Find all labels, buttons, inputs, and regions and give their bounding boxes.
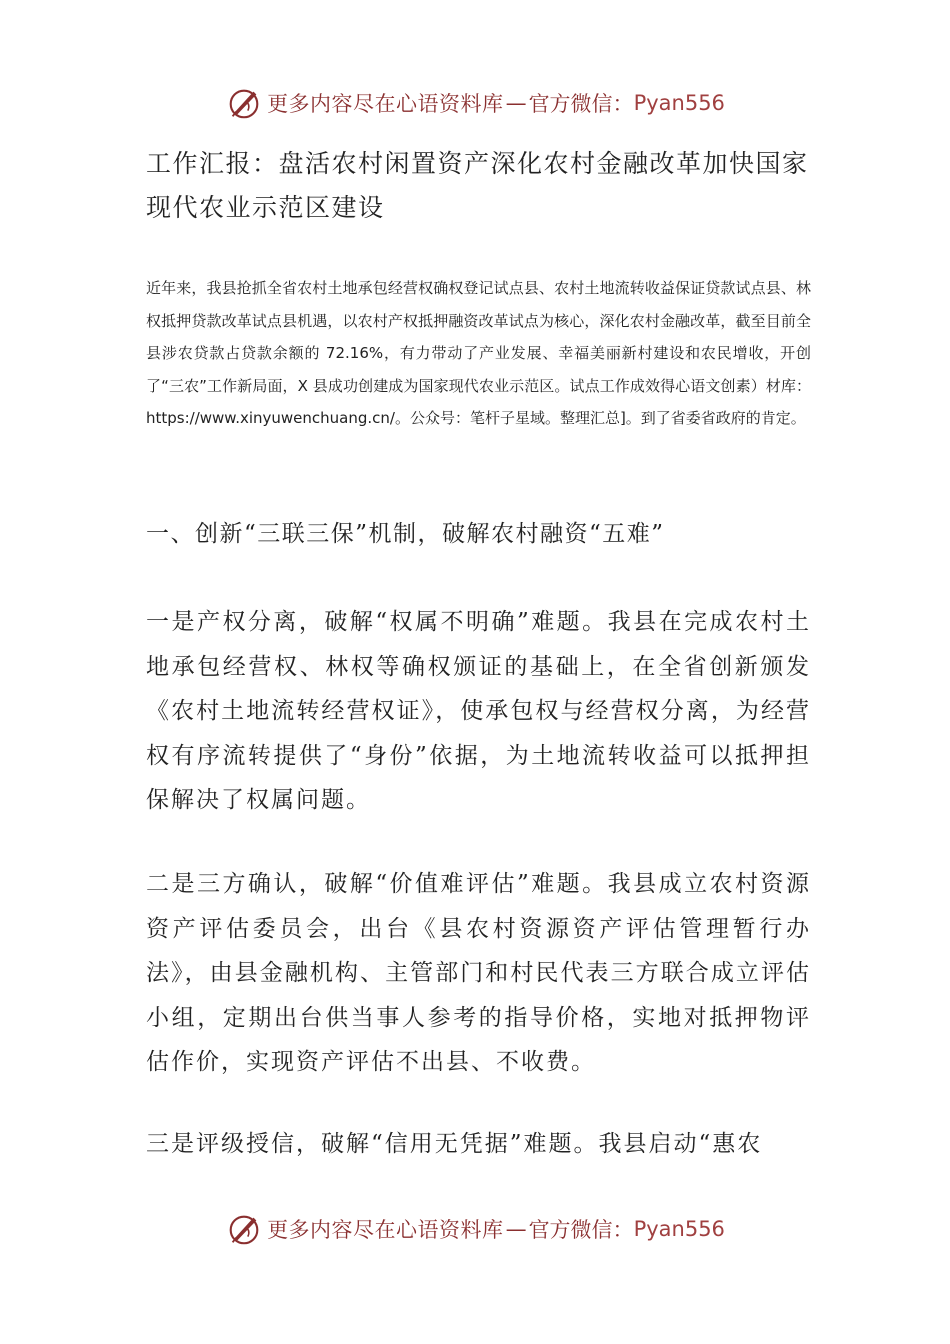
watermark-separator: — [505,1217,527,1241]
body-paragraph-1: 一是产权分离，破解“权属不明确”难题。我县在完成农村土地承包经营权、林权等确权颁证的基础上，在全省创新颁发《农村土地流转经营权证》，使承包权与经营权分离，为经营权有序流转提供了“身份”依据，为土地流转收益可以抵押担保解决了权属问题。 [146,609,811,813]
watermark-wechat-label: 官方微信： [528,92,634,116]
quill-pen-logo-icon [225,1210,263,1248]
watermark-main-text: 更多内容尽在心语资料库 [267,92,504,116]
watermark-footer [0,1210,950,1248]
quill-pen-logo-icon [225,84,263,122]
watermark-main-text: 更多内容尽在心语资料库 [267,1218,504,1242]
intro-paragraph: 近年来，我县抢抓全省农村土地承包经营权确权登记试点县、农村土地流转收益保证贷款试点县、林权抵押贷款改革试点县机遇，以农村产权抵押融资改革试点为核心，深化农村金融改革，截至目前全县涉农贷款占贷款余额的 72.16%，有力带动了产业发展、幸福美丽新村建设和农民增收，开创了“三农”工作新局面，X 县成功创建成为国家现代农业示范区。试点工作成效得心语文创素）材库：https://www.xinyuwenchuang.cn/。公众号：笔杆子星域。整理汇总]。到了省委省政府的肯定。 [146,279,811,427]
body-paragraph-2: 二是三方确认，破解“价值难评估”难题。我县成立农村资源资产评估委员会，出台《县农村资源资产评估管理暂行办法》，由县金融机构、主管部门和村民代表三方联合成立评估小组，定期出台供当事人参考的指导价格，实地对抵押物评估作价，实现资产评估不出县、不收费。 [146,871,811,1075]
watermark-separator: — [505,91,527,115]
watermark-header [0,84,950,122]
document-title: 工作汇报：盘活农村闲置资产深化农村金融改革加快国家现代农业示范区建设 [146,149,809,222]
watermark-wechat-id: Pyan556 [633,1217,725,1241]
section-heading: 一、创新“三联三保”机制，破解农村融资“五难” [146,521,665,547]
watermark-wechat-id: Pyan556 [633,91,725,115]
watermark-wechat-label: 官方微信： [528,1218,634,1242]
body-paragraph-3: 三是评级授信，破解“信用无凭据”难题。我县启动“惠农 [146,1131,763,1157]
